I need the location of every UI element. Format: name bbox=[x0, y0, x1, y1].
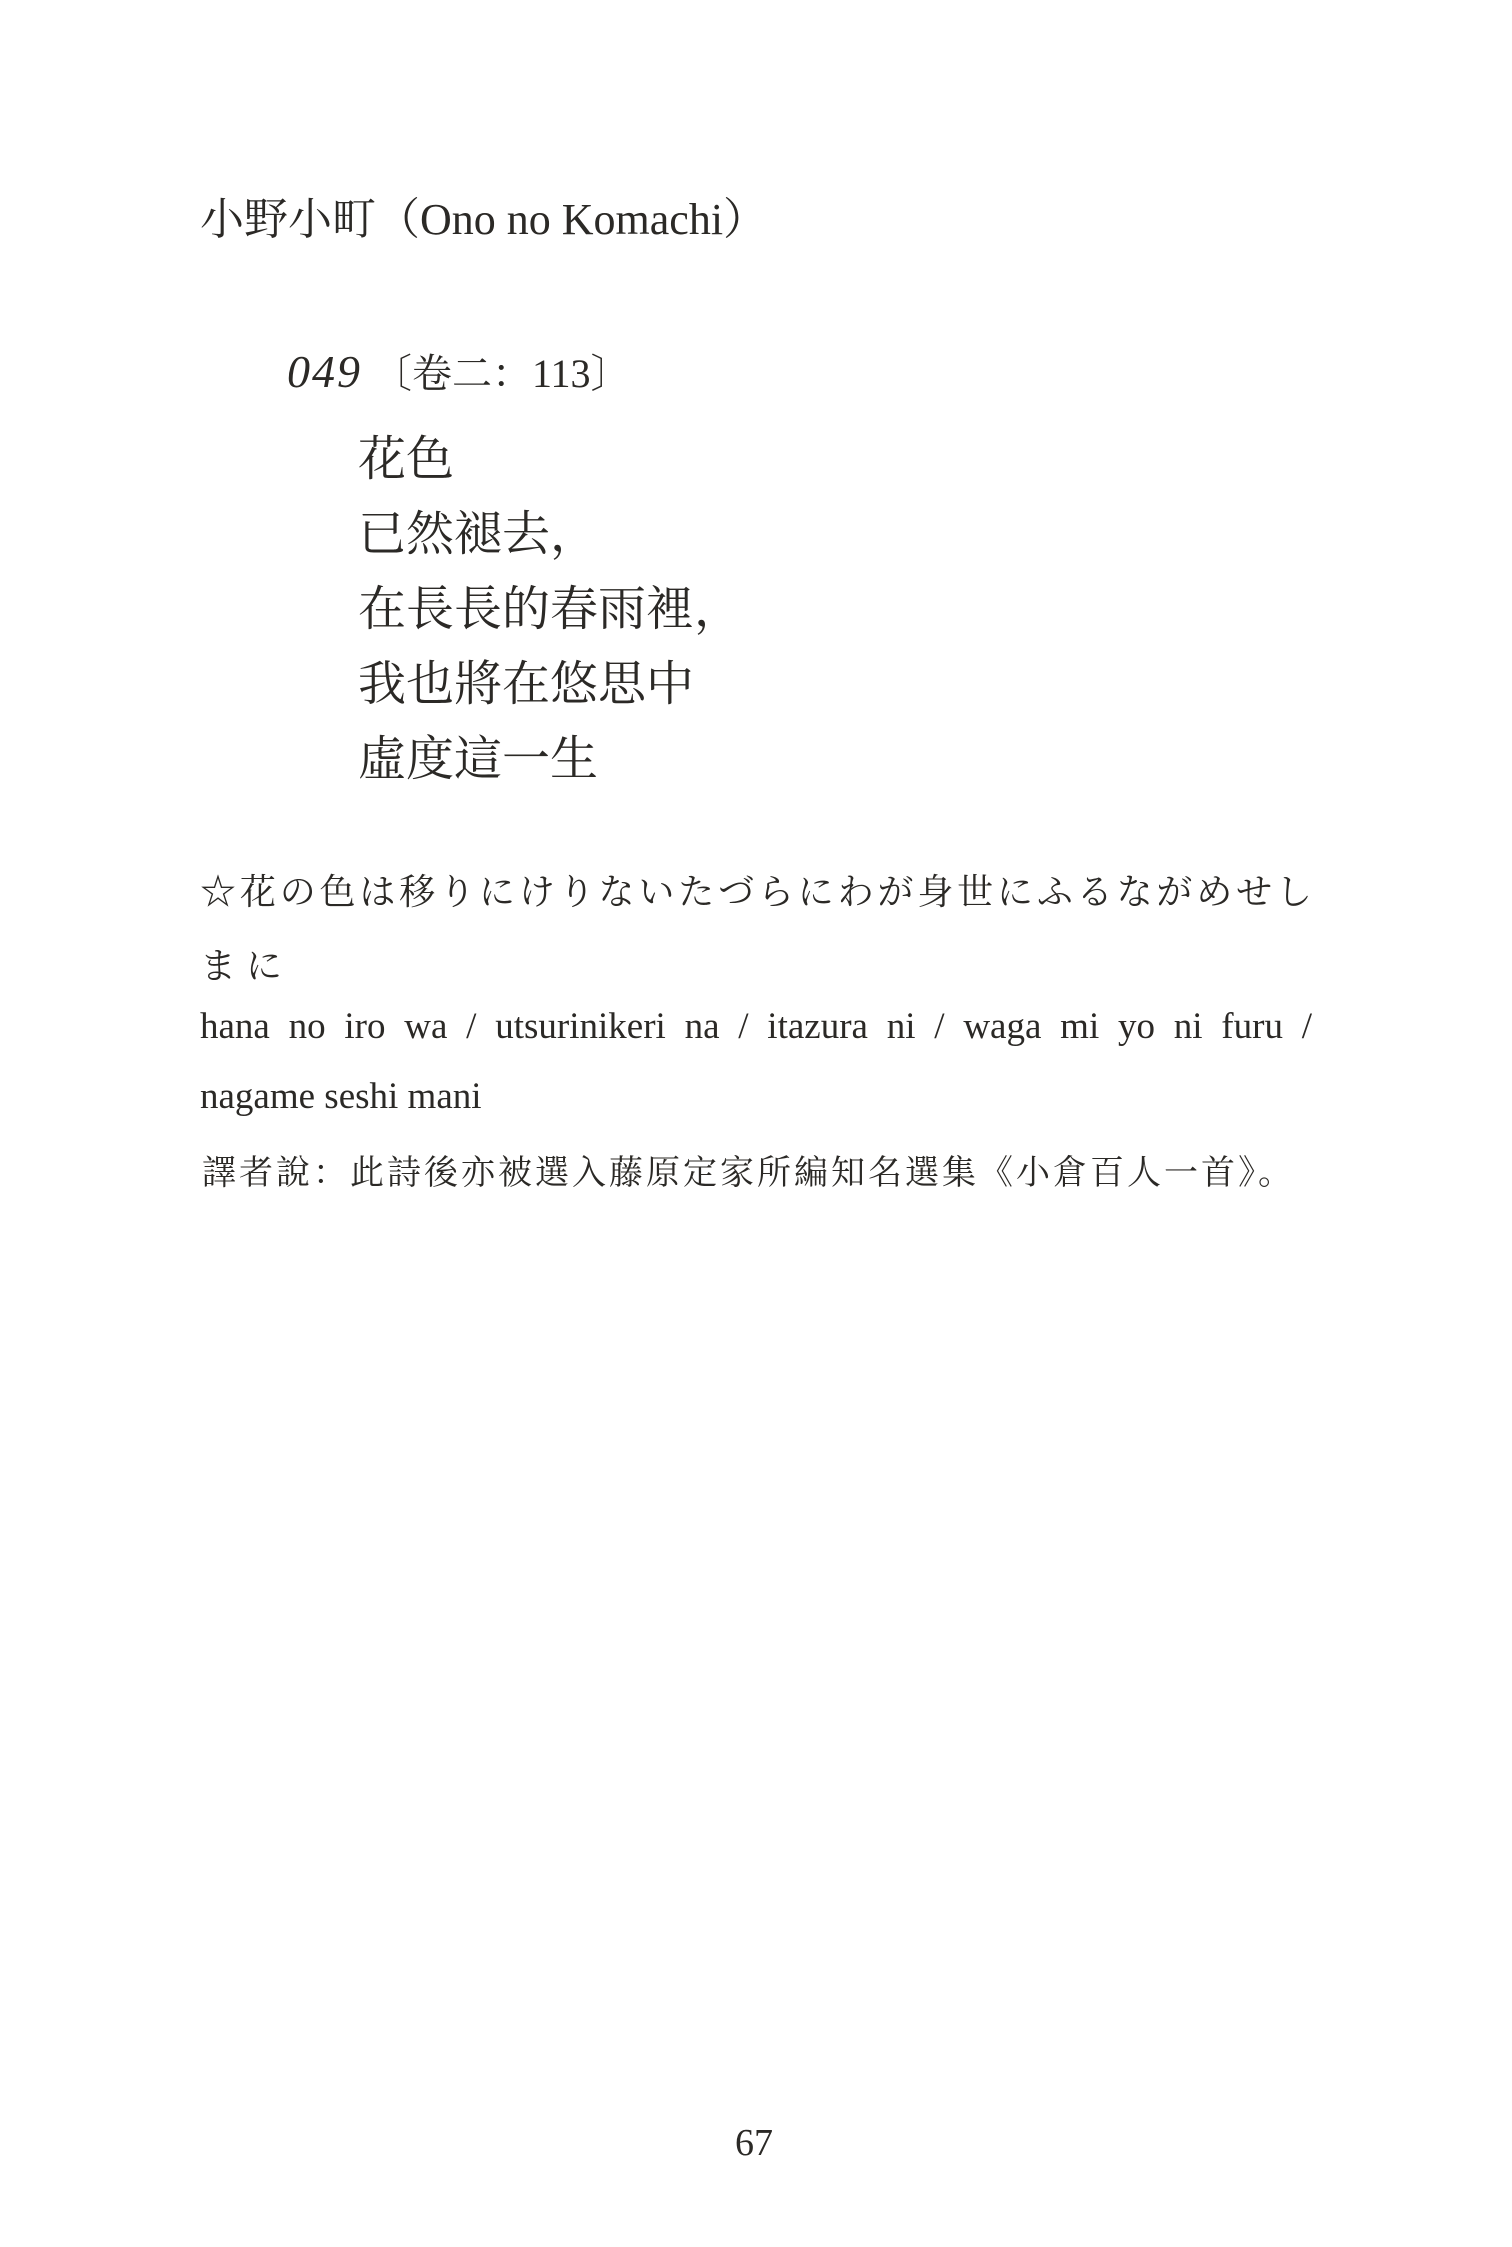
page-number: 67 bbox=[735, 2122, 773, 2164]
romaji-line-2: nagame seshi mani bbox=[200, 1076, 482, 1117]
poem-heading bbox=[287, 346, 631, 400]
translator-note: 譯者說：此詩後亦被選入藤原定家所編知名選集《小倉百人一首》。 bbox=[202, 1155, 1295, 1192]
japanese-original-line-1 bbox=[200, 866, 1312, 918]
poem-line: 我也將在悠思中 bbox=[358, 658, 695, 711]
star-icon: ☆ bbox=[200, 872, 240, 912]
japanese-original-line-2: まに bbox=[200, 946, 293, 986]
poem-line: 在長長的春雨裡， bbox=[358, 583, 743, 636]
poem-number: 049 bbox=[287, 346, 362, 397]
poem-line: 花色 bbox=[358, 433, 455, 486]
poem-line: 虛度這一生 bbox=[358, 733, 599, 786]
poet-heading: 小野小町（Ono no Komachi） bbox=[200, 195, 768, 244]
poem-translation-block bbox=[358, 422, 742, 797]
poem-source-ref: 〔卷二：113〕 bbox=[372, 351, 631, 396]
japanese-original-text: 花の色は移りにけりないたづらにわが身世にふるながめせし bbox=[239, 872, 1312, 912]
poem-line: 已然褪去， bbox=[358, 508, 599, 561]
romaji-line-1: hana no iro wa / utsurinikeri na / itazura ni / waga mi yo ni furu / bbox=[200, 1006, 1312, 1047]
